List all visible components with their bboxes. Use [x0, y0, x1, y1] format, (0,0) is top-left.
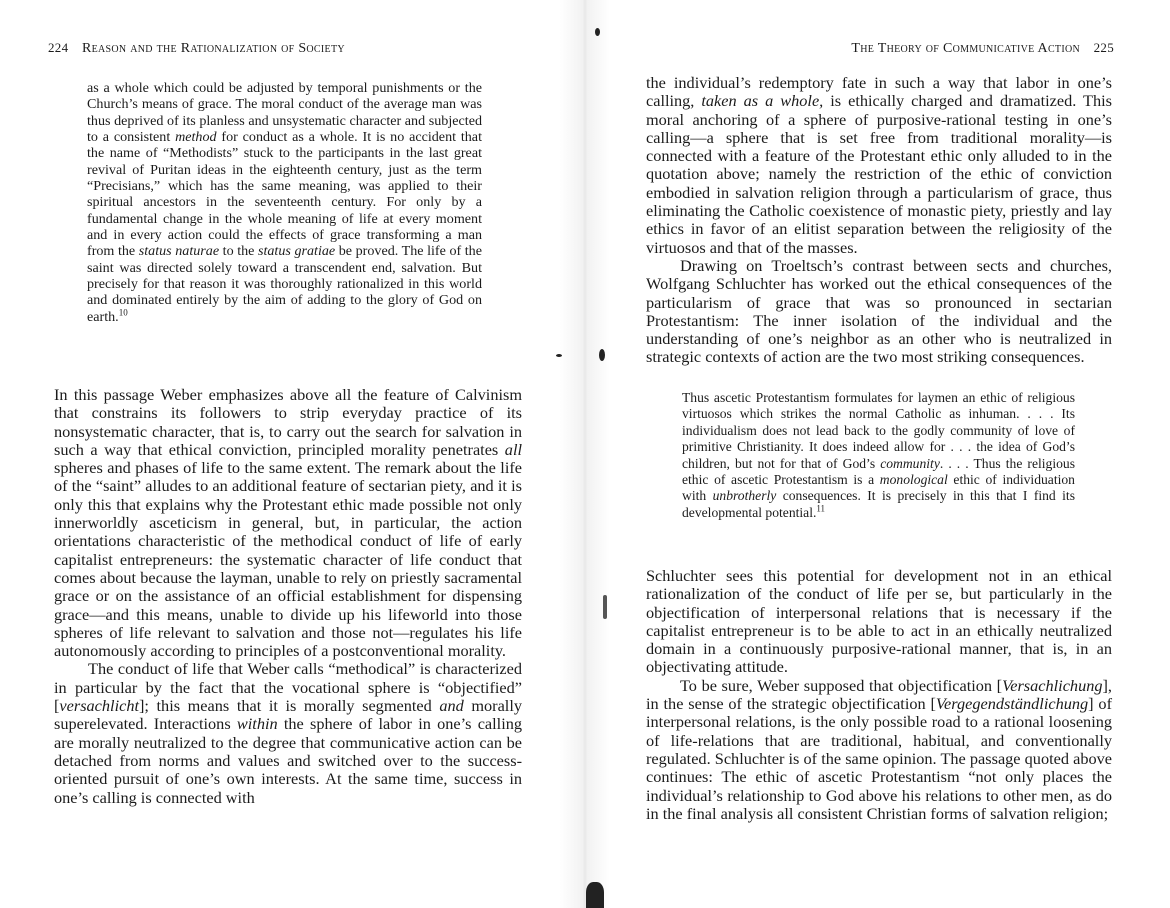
- text-run: consequences. It is precisely in this that I find its developmental potential.: [682, 488, 1075, 520]
- text-run: is ethically charged and dramatized. This moral anchoring of a sphere of purposive-rational testing in one’s calling—a sphere that is set free from traditional morality—is connected with a feature of the Protestant ethic only alluded to in the quotation above; namely the restriction of the ethic of conviction embodied in salvation religion through a particularism of grace, thus eliminating the Catholic coexistence of monastic piety, priestly and lay ethics in favor of an elitist separation between the religiosity of the virtuosos and that of the masses.: [646, 91, 1112, 257]
- scan-speck: [556, 354, 562, 357]
- italic-run: community: [880, 455, 940, 471]
- italic-run: versachlicht: [59, 696, 139, 716]
- text-run: . . . . Thus the religious ethic of ascetic Protestantism is a: [682, 455, 1075, 488]
- italic-run: monological: [879, 472, 948, 488]
- left-running-head: [48, 40, 345, 57]
- text-run: the individual’s redemptory fate in such a way that labor in one’s calling,: [646, 73, 1112, 111]
- scan-speck: [599, 349, 605, 361]
- footnote-marker: 11: [816, 503, 826, 514]
- left-body-text: [54, 386, 522, 807]
- text-run: ]; this means that it is morally segmented: [139, 696, 440, 716]
- text-run: the sphere of labor in one’s calling are morally neutralized to the degree that communicative action can be detached from norms and values and switched over to the success-oriented pursuit of one’s own interests. At the same time, success in one’s calling is connected with: [54, 714, 523, 807]
- text-run: ] of interpersonal relations, is the only possible road to a rational loosening of life-relations that are traditional, habitual, and conventionally regulated. Schluchter is of the same opinion. The passage quoted above continues: The ethic of ascetic Protestantism “not only places the individual’s relationship to God above his relations to other men, as do in the final analysis all consistent Christian forms of salvation religion;: [646, 694, 1112, 823]
- right-running-title: The Theory of Communicative Action: [851, 41, 1081, 56]
- text-run: morally superelevated. Interactions: [54, 696, 522, 734]
- italic-run: status gratiae: [257, 243, 336, 260]
- italic-run: within: [236, 714, 278, 734]
- right-body-top: [646, 74, 1112, 367]
- italic-run: method: [175, 129, 217, 146]
- italic-run: taken as a whole,: [701, 91, 824, 111]
- left-running-title: Reason and the Rationalization of Society: [81, 41, 345, 56]
- right-page-number: 225: [1093, 40, 1114, 55]
- italic-run: unbrotherly: [712, 488, 777, 504]
- right-running-head: [851, 40, 1114, 57]
- text-run: In this passage Weber emphasizes above all the feature of Calvinism that constrains its followers to strip everyday practice of its nonsystematic character, that is, to carry out the search for salvation in such a way that ethical conviction, principled morality penetrates: [54, 385, 522, 459]
- scan-speck: [603, 595, 607, 619]
- italic-run: Vergegendständlichung: [935, 694, 1089, 714]
- italic-run: all: [504, 439, 522, 459]
- text-run: Thus ascetic Protestantism formulates for laymen an ethic of religious virtuosos which strikes the normal Catholic as inhuman. . . . Its individualism does not lead back to the godly community of love of primitive Christianity. It does indeed allow for . . . the idea of God’s children, but not for that of God’s: [682, 390, 1075, 471]
- right-block-quote-text: [682, 390, 1075, 521]
- text-run: Drawing on Troeltsch’s contrast between sects and churches, Wolfgang Schluchter has worked out the ethical consequences of the particularism of grace that was so pronounced in sectarian Protestantism: The inner isolation of the individual and the understanding of one’s neighbor as an other who is neutralized in strategic contexts of action are the two most striking consequences.: [646, 255, 1112, 367]
- left-block-quote: [87, 80, 482, 325]
- book-gutter: [560, 0, 610, 908]
- right-body-bottom: [646, 567, 1112, 823]
- footnote-marker: 10: [118, 307, 128, 318]
- text-run: Schluchter sees this potential for development not in an ethical rationalization of the conduct of life per se, but particularly in the objectification of interpersonal relations that is necessary if the capitalist entrepreneur is to be able to act in an ethically neutralized domain in a continuously purposive-rational manner, that is, in an objectivating attitude.: [646, 566, 1112, 677]
- text-run: ethic of individuation with: [682, 472, 1075, 504]
- text-run: to the: [219, 243, 258, 260]
- text-run: spheres and phases of life to the same extent. The remark about the life of the “saint” alludes to an additional feature of sectarian piety, and it is only this that explains why the Protestant ethic made possible not only innerworldly asceticism in general, but, in particular, the action orientations characteristic of the methodical conduct of life of early capitalist entrepreneurs: the systematic character of life conduct that comes about because the layman, unable to rely on priestly sacramental grace or on the assistance of an official establishment for dispensing grace—and this means, unable to divide up his lifeworld into those spheres of life relevant to salvation and those not—regulates his life autonomously according to principles of a postconventional morality.: [54, 458, 522, 661]
- right-paragraph-2: [646, 257, 1112, 367]
- text-run: The conduct of life that Weber calls “methodical” is characterized in particular by the fact that the vocational sphere is “objectified” [: [54, 659, 522, 716]
- scan-speck: [595, 28, 600, 36]
- scan-speck: [586, 882, 604, 908]
- left-page-number: 224: [48, 40, 69, 55]
- left-paragraph-2: [54, 660, 522, 806]
- right-block-quote: [682, 390, 1075, 521]
- left-block-quote-text: [87, 80, 482, 325]
- text-run: ], in the sense of the strategic objectification [: [646, 675, 1112, 714]
- italic-run: status naturae: [138, 243, 220, 260]
- right-paragraph-1: [646, 74, 1112, 257]
- italic-run: Versachlichung: [1002, 675, 1103, 695]
- text-run: as a whole which could be adjusted by temporal punishments or the Church’s means of grace. The moral conduct of the average man was thus deprived of its planless and unsystematic character and subjected to a consistent: [87, 80, 482, 146]
- text-run: To be sure, Weber supposed that objectification [: [680, 675, 1003, 695]
- text-run: for conduct as a whole. It is no accident that the name of “Methodists” stuck to the participants in the last great revival of Puritan ideas in the eighteenth century, just as the term “Precisians,” which has the same meaning, was applied to their spiritual ancestors in the seventeenth century. For only by a fundamental change in the whole meaning of life at every moment and in every action could the effects of grace transforming a man from the: [87, 129, 482, 260]
- left-paragraph-1: [54, 386, 522, 660]
- right-paragraph-3: [646, 567, 1112, 677]
- text-run: be proved. The life of the saint was directed solely toward a transcendent end, salvation. But precisely for that reason it was thoroughly rationalized in this world and dominated entirely by the aim of adding to the glory of God on earth.: [87, 243, 482, 325]
- right-paragraph-4: [646, 677, 1112, 823]
- italic-run: and: [439, 696, 464, 716]
